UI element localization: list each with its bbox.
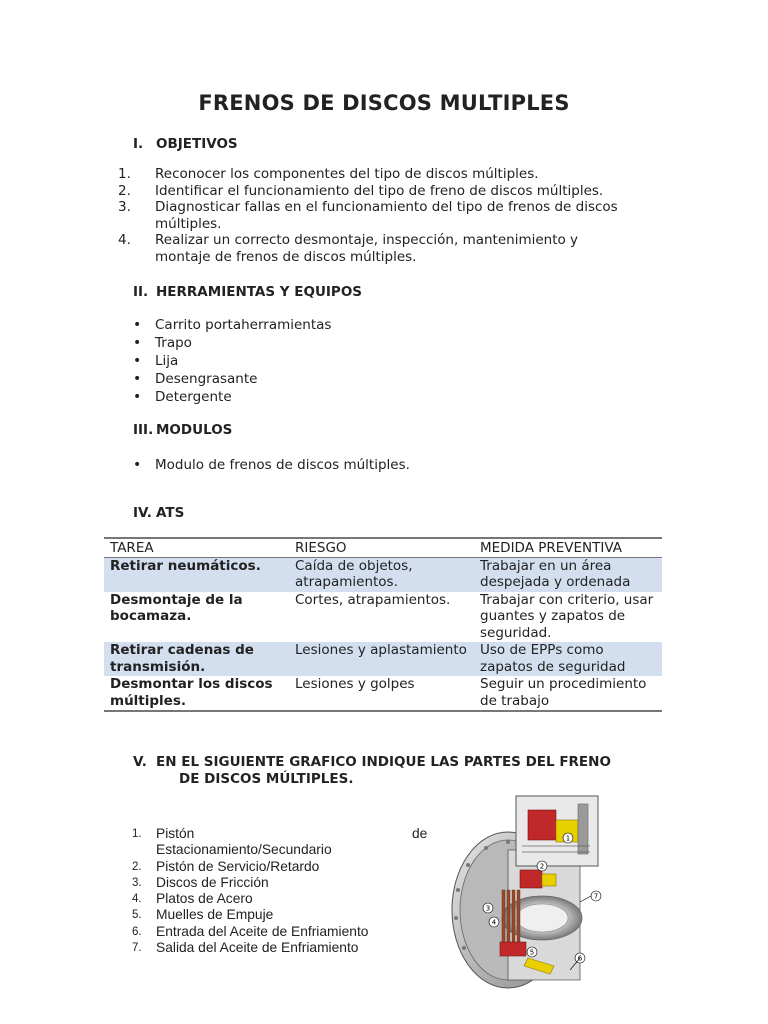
- item-number: 3.: [132, 876, 142, 889]
- callout-label-7: 7: [593, 892, 599, 901]
- section-heading-modulos: [133, 422, 232, 438]
- list-item: [118, 907, 438, 923]
- list-item: [118, 859, 438, 875]
- section-heading-herramientas: [133, 284, 362, 300]
- section-number: II.: [133, 284, 149, 300]
- callout-label-1: 1: [565, 834, 571, 843]
- cell-medida: Uso de EPPs como zapatos de seguridad: [474, 642, 662, 676]
- cell-riesgo: Cortes, atrapamientos.: [295, 591, 451, 608]
- table-row: [104, 642, 662, 676]
- list-item: [118, 875, 438, 891]
- cell-riesgo: Lesiones y aplastamiento: [289, 642, 474, 676]
- modulos-list: [133, 456, 410, 474]
- list-item: [118, 826, 438, 859]
- item-number: 5.: [132, 909, 142, 922]
- item-text: Entrada del Aceite de Enfriamiento: [156, 923, 369, 939]
- objetivos-list: [118, 166, 658, 265]
- item-text: Pistón de Servicio/Retardo: [156, 858, 320, 874]
- section-number: V.: [133, 754, 147, 770]
- callout-label-2: 2: [539, 862, 545, 871]
- item-text: Diagnosticar fallas en el funcionamiento del tipo de frenos de discos múltiples.: [155, 199, 618, 232]
- item-text: Muelles de Empuje: [156, 907, 274, 923]
- cell-tarea: Desmontaje de la bocamaza.: [110, 591, 243, 624]
- section-number: I.: [133, 136, 144, 152]
- item-text: Realizar un correcto desmontaje, inspección, mantenimiento y montaje de frenos de discos múltiples.: [155, 232, 579, 265]
- table-row: [104, 676, 662, 711]
- table-row: [104, 592, 662, 643]
- item-number: 6.: [132, 925, 142, 938]
- list-item: [118, 940, 438, 956]
- callout-label-4: 4: [491, 918, 497, 927]
- cell-tarea: Retirar cadenas de transmisión.: [104, 642, 289, 676]
- section-number: IV.: [133, 505, 152, 521]
- item-number: 4.: [118, 232, 131, 248]
- herramientas-list: [133, 316, 331, 406]
- list-item: [118, 924, 438, 940]
- item-text: Platos de Acero: [156, 891, 253, 907]
- list-item: • Desengrasante: [133, 370, 331, 388]
- callout-label-6: 6: [577, 954, 583, 963]
- item-number: 2.: [132, 860, 142, 873]
- list-item: • Detergente: [133, 388, 331, 406]
- item-number: 1.: [132, 828, 142, 840]
- list-item: • Modulo de frenos de discos múltiples.: [133, 456, 410, 474]
- ats-table: [104, 537, 662, 712]
- section-title: OBJETIVOS: [156, 136, 238, 152]
- list-item: [118, 232, 658, 265]
- item-number: 1.: [118, 166, 131, 182]
- item-number: 3.: [118, 199, 131, 215]
- cell-tarea: Retirar neumáticos.: [104, 557, 289, 592]
- list-item: [118, 891, 438, 907]
- page-title: FRENOS DE DISCOS MULTIPLES: [198, 91, 570, 115]
- partes-de-text: de: [412, 826, 428, 841]
- list-item: • Trapo: [133, 334, 331, 352]
- table-header-row: [104, 538, 662, 557]
- list-item: • Lija: [133, 352, 331, 370]
- item-text: Pistón Estacionamiento/Secundario: [156, 826, 332, 858]
- partes-list: [118, 826, 438, 956]
- column-header: RIESGO: [289, 538, 474, 557]
- section-title-line2: DE DISCOS MÚLTIPLES.: [179, 770, 354, 787]
- list-item: [118, 183, 658, 200]
- section-heading-ats: [133, 505, 184, 521]
- item-text: Discos de Fricción: [156, 874, 269, 890]
- cell-medida: Trabajar en un área despejada y ordenada: [474, 557, 662, 592]
- table-row: [104, 557, 662, 592]
- section-heading-grafico: [133, 754, 673, 787]
- item-number: 2.: [118, 182, 131, 199]
- cell-tarea: Desmontar los discos múltiples.: [110, 676, 273, 709]
- brake-cutaway-diagram: [430, 790, 620, 990]
- item-text: Identificar el funcionamiento del tipo de freno de discos múltiples.: [155, 182, 604, 199]
- list-item: [118, 166, 658, 183]
- callout-label-5: 5: [529, 948, 535, 957]
- item-number: 7.: [132, 942, 142, 955]
- section-number: III.: [133, 422, 154, 438]
- list-item: • Carrito portaherramientas: [133, 316, 331, 334]
- callout-label-3: 3: [485, 904, 491, 913]
- list-item: [118, 199, 658, 232]
- cell-riesgo: Caída de objetos, atrapamientos.: [289, 557, 474, 592]
- cell-medida: Trabajar con criterio, usar guantes y zapatos de seguridad.: [480, 591, 654, 641]
- section-title: HERRAMIENTAS Y EQUIPOS: [156, 284, 363, 300]
- item-text: Salida del Aceite de Enfriamiento: [156, 940, 359, 956]
- column-header: TAREA: [104, 538, 289, 557]
- item-number: 4.: [132, 893, 142, 906]
- section-title-line1: EN EL SIGUIENTE GRAFICO INDIQUE LAS PARTES DEL FRENO: [156, 754, 611, 770]
- cell-riesgo: Lesiones y golpes: [295, 676, 415, 692]
- column-header: MEDIDA PREVENTIVA: [474, 538, 662, 557]
- section-title: MODULOS: [156, 422, 233, 438]
- section-heading-objetivos: [133, 136, 238, 152]
- cell-medida: Seguir un procedimiento de trabajo: [480, 676, 647, 709]
- item-text: Reconocer los componentes del tipo de discos múltiples.: [155, 166, 539, 182]
- section-title: ATS: [156, 505, 185, 521]
